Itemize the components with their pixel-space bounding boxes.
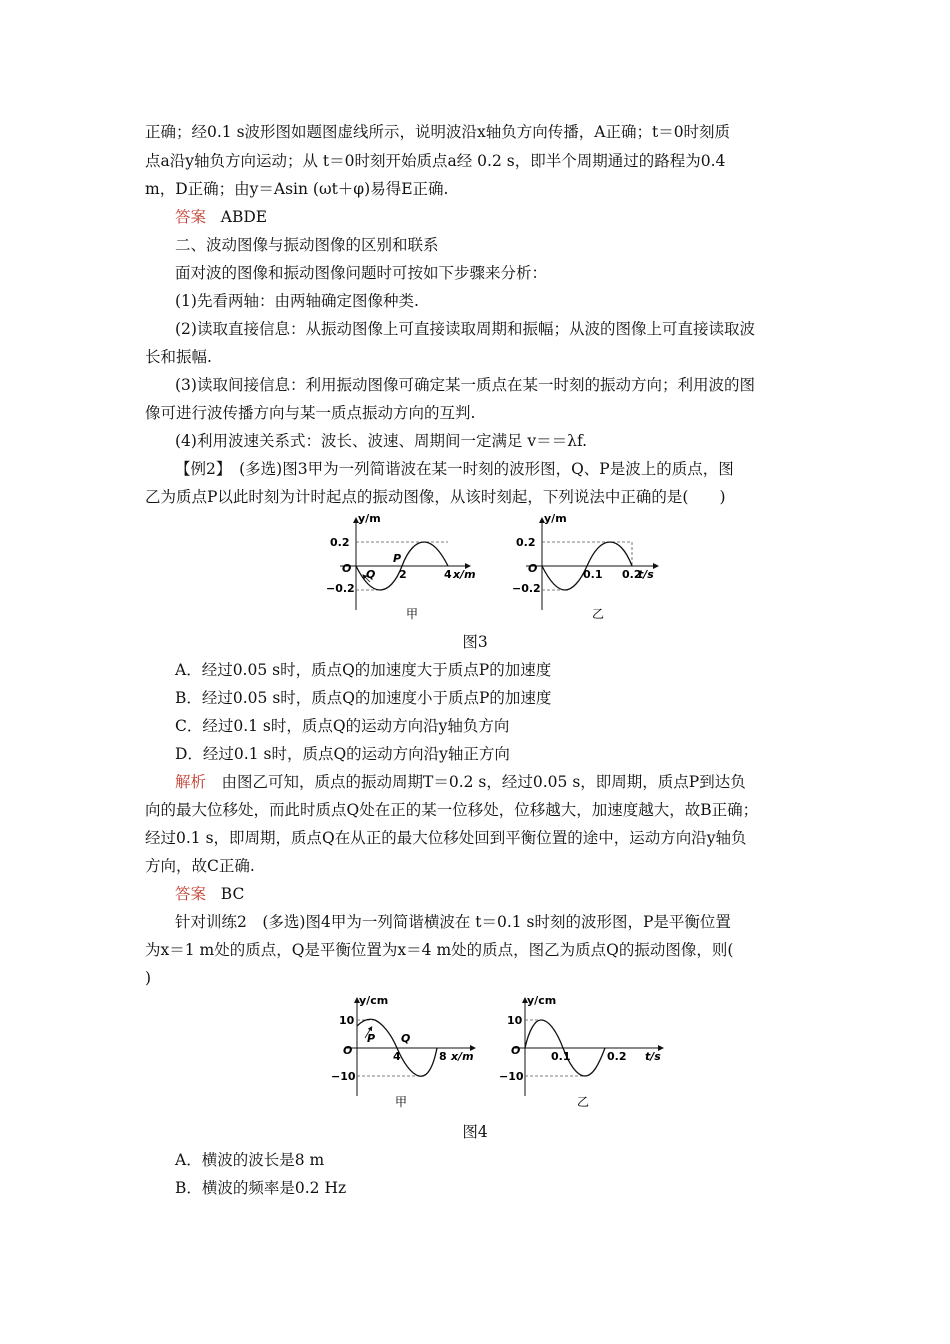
text-line: 乙为质点P以此时刻为计时起点的振动图像，从该时刻起，下列说法中正确的是( ) — [145, 488, 726, 506]
point-p-label: P — [367, 1032, 376, 1045]
option-d: D．经过0.1 s时，质点Q的运动方向沿y轴正方向 — [175, 745, 510, 763]
answer-line — [175, 884, 244, 904]
origin-label: O — [342, 562, 352, 575]
y-tick: 10 — [339, 1014, 355, 1027]
text-line: 长和振幅. — [145, 348, 212, 366]
option-a: A．横波的波长是8 m — [175, 1151, 325, 1169]
figure-caption: 图4 — [462, 1123, 488, 1141]
x-tick: 0.2 — [622, 568, 642, 581]
option-b: B．横波的频率是0.2 Hz — [175, 1179, 347, 1197]
text-line: 为x＝1 m处的质点，Q是平衡位置为x＝4 m处的质点，图乙为质点Q的振动图像，则( — [145, 941, 734, 959]
answer-value: ABDE — [220, 208, 268, 226]
example-tag: 【例2】 — [175, 460, 224, 478]
figure-caption: 图3 — [462, 633, 488, 651]
option-a: A．经过0.05 s时，质点Q的加速度大于质点P的加速度 — [175, 661, 552, 679]
sub-caption: 甲 — [406, 607, 419, 621]
sub-caption: 乙 — [577, 1095, 590, 1109]
xlabel: t/s — [645, 1050, 661, 1063]
point-q-label: Q — [401, 1032, 411, 1045]
text-line: 经过0.1 s，即周期，质点Q在从正的最大位移处回到平衡位置的途中，运动方向沿y轴负 — [145, 829, 747, 847]
text-line: (1)先看两轴：由两轴确定图像种类. — [175, 292, 419, 310]
solution-line — [175, 772, 746, 792]
origin-label: O — [528, 562, 538, 575]
x-tick: 8 — [439, 1050, 447, 1063]
wave-graph-jia — [331, 994, 474, 1109]
y-tick: −0.2 — [512, 582, 541, 595]
sub-caption: 乙 — [592, 607, 605, 621]
text-line: 方向，故C正确. — [145, 857, 255, 875]
y-tick: 0.2 — [330, 536, 350, 549]
ylabel: y/cm — [359, 994, 389, 1007]
text-line: (4)利用波速关系式：波长、波速、周期间一定满足 v＝＝λf. — [175, 432, 588, 450]
sub-caption: 甲 — [395, 1095, 408, 1109]
text-line: 点a沿y轴负方向运动；从 t＝0时刻开始质点a经 0.2 s，即半个周期通过的路程为0.4 — [145, 152, 726, 170]
text-line: (2)读取直接信息：从振动图像上可直接读取周期和振幅；从波的图像上可直接读取波 — [175, 320, 755, 338]
example-text: (多选)图3甲为一列简谐波在某一时刻的波形图，Q、P是波上的质点，图 — [223, 460, 734, 478]
example-line — [175, 459, 734, 479]
solution-text: 由图乙可知，质点的振动周期T＝0.2 s，经过0.05 s，即周期，质点P到达负 — [206, 773, 746, 791]
answer-label: 答案 — [175, 885, 207, 903]
text-line: 正确；经0.1 s波形图如题图虚线所示，说明波沿x轴负方向传播，A正确；t＝0时刻质 — [145, 123, 731, 141]
point-p-label: P — [393, 552, 402, 565]
text-line: 针对训练2 (多选)图4甲为一列简谐横波在 t＝0.1 s时刻的波形图，P是平衡位置 — [175, 913, 731, 931]
vibration-graph-yi — [512, 512, 656, 621]
x-tick: 0.2 — [607, 1050, 627, 1063]
text-line: 向的最大位移处，而此时质点Q处在正的某一位移处，位移越大，加速度越大，故B正确； — [145, 801, 759, 819]
solution-label: 解析 — [175, 773, 207, 791]
ylabel: y/cm — [527, 994, 557, 1007]
option-c: C．经过0.1 s时，质点Q的运动方向沿y轴负方向 — [175, 717, 510, 735]
text-line: 面对波的图像和振动图像问题时可按如下步骤来分析： — [175, 264, 548, 282]
text-line: m，D正确；由y＝Asin (ωt＋φ)易得E正确. — [145, 180, 449, 198]
y-tick: 10 — [507, 1014, 523, 1027]
y-tick: −10 — [499, 1070, 524, 1083]
ylabel: y/m — [544, 512, 567, 525]
wave-graph-jia — [326, 512, 476, 621]
figure-3 — [320, 512, 654, 622]
xlabel: x/m — [453, 568, 476, 581]
text-line: 像可进行波传播方向与某一质点振动方向的互判. — [145, 404, 476, 422]
answer-label: 答案 — [175, 208, 207, 226]
x-tick: 2 — [399, 568, 407, 581]
y-tick: −10 — [331, 1070, 356, 1083]
x-tick: 0.1 — [551, 1050, 571, 1063]
answer-value: BC — [220, 885, 245, 903]
origin-label: O — [343, 1044, 353, 1057]
origin-label: O — [511, 1044, 521, 1057]
section-heading: 二、波动图像与振动图像的区别和联系 — [175, 236, 439, 254]
figure-4 — [325, 992, 665, 1112]
y-tick: −0.2 — [326, 582, 355, 595]
ylabel: y/m — [358, 512, 381, 525]
vibration-graph-yi — [499, 994, 661, 1109]
y-tick: 0.2 — [516, 536, 536, 549]
point-q-label: Q — [366, 568, 376, 581]
x-tick: 4 — [393, 1050, 401, 1063]
xlabel: t/s — [638, 568, 654, 581]
answer-line — [175, 207, 267, 227]
x-tick: 0.1 — [583, 568, 603, 581]
option-b: B．经过0.05 s时，质点Q的加速度小于质点P的加速度 — [175, 689, 552, 707]
text-line: (3)读取间接信息：利用振动图像可确定某一质点在某一时刻的振动方向；利用波的图 — [175, 376, 755, 394]
x-tick: 4 — [444, 568, 452, 581]
xlabel: x/m — [451, 1050, 474, 1063]
text-line: ) — [145, 969, 152, 987]
